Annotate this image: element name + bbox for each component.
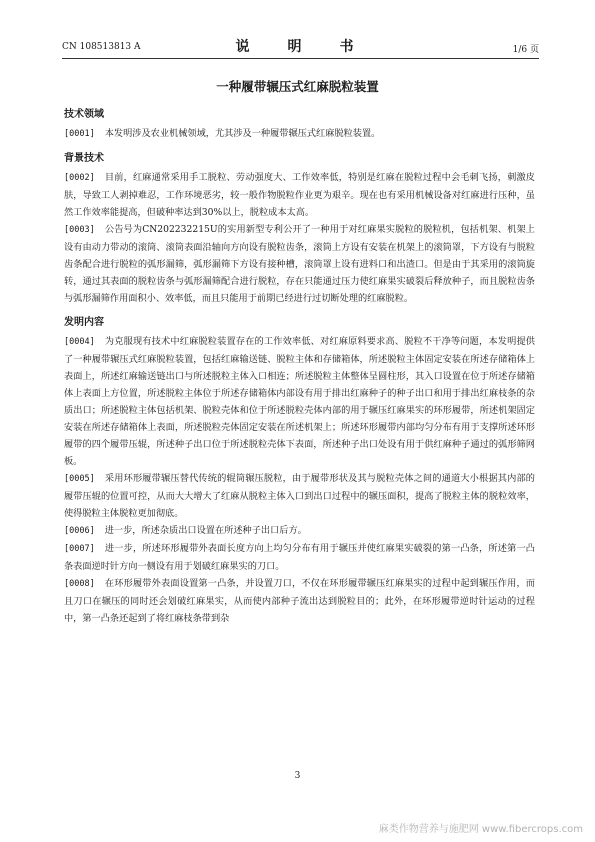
paragraph <box>64 470 535 522</box>
paragraph-text: 本发明涉及农业机械领域，尤其涉及一种履带辗压式红麻脱粒装置。 <box>104 128 381 139</box>
paragraph-text: 公告号为CN202232215U的实用新型专利公开了一种用于对红麻果实脱粒的脱粒机，包括机架、机架上设有由动力带动的滚筒、滚筒表面沿轴向方向设有脱粒齿条，滚筒上方设有安装在机架上的滚筒罩，下方设有与脱粒齿条配合进行脱粒的弧形漏筛，弧形漏筛下方设有接种槽，滚筒罩上设有进料口和出渣口。但是由于其采用的滚筒旋转，通过其表面的脱粒齿条与弧形漏筛配合进行脱粒，存在只能通过压力使红麻果实破裂后释放种子，而且脱粒齿条与弧形漏筛作用面积小、效率低，而且只能用于前期已经进行过切断处理的红麻脱粒。 <box>64 224 535 304</box>
paragraph <box>64 540 535 575</box>
watermark: 麻类作物营养与施肥网 www.fibercrops.com <box>378 824 583 835</box>
paragraph-text: 为克服现有技术中红麻脱粒装置存在的工作效率低、对红麻原料要求高、脱粒不干净等问题，本发明提供了一种履带辗压式红麻脱粒装置，包括红麻输送链、脱粒主体和存储箱体，所述脱粒主体固定安装在所述存储箱体上表面上，所述红麻输送链出口与所述脱粒主体入口相连；所述脱粒主体整体呈圆柱形，其入口设置在位于所述存储箱体上表面上方位置，所述脱粒主体位于所述存储箱体内部设有用于排出红麻种子的种子出口和用于排出红麻枝条的杂质出口；所述脱粒主体包括机架、脱粒壳体和位于所述脱粒壳体内部的用于辗压红麻果实的环形履带，所述机架固定安装在所述存储箱体上表面，所述脱粒壳体固定安装在所述机架上；所述环形履带内部均匀分布有用于支撑所述环形履带的四个履带压辊，所述种子出口位于所述脱粒壳体下表面，所述种子出口处设有用于供红麻种子通过的弧形筛网板。 <box>64 336 535 467</box>
section-heading: 发明内容 <box>64 317 104 328</box>
paragraph-number: [0005] <box>64 474 95 484</box>
document-title: 一种履带辗压式红麻脱粒装置 <box>216 79 379 94</box>
paragraph-number: [0001] <box>64 129 95 139</box>
paragraph-number: [0004] <box>64 337 95 347</box>
paragraph <box>64 125 535 143</box>
paragraph-text: 在环形履带外表面设置第一凸条，并设置刀口，不仅在环形履带辗压红麻果实的过程中起到辗压作用，而且刀口在辗压的同时还会划破红麻果实，从而使内部种子流出达到脱粒目的；此外，在环形履带逆时针运动的过程中，第一凸条还起到了将红麻枝条带到杂 <box>64 578 535 624</box>
paragraph-text: 进一步，所述杂质出口设置在所述种子出口后方。 <box>104 525 307 536</box>
patent-number: CN 108513813 A <box>62 42 141 52</box>
paragraph-number: [0006] <box>64 526 95 536</box>
document-type: 说 明 书 <box>235 39 366 55</box>
document-body <box>64 108 535 627</box>
paragraph-text: 采用环形履带辗压替代传统的辊筒辗压脱粒，由于履带形状及其与脱粒壳体之间的通道大小根据其内部的履带压辊的位置可控，从而大大增大了红麻从脱粒主体入口到出口过程中的辗压面积，提高了脱粒主体的脱粒效率，使得脱粒主体脱粒更加彻底。 <box>64 473 535 519</box>
paragraph-number: [0002] <box>64 173 95 183</box>
paragraph-number: [0007] <box>64 544 95 554</box>
section-heading: 技术领域 <box>64 109 104 120</box>
page-number: 3 <box>294 771 301 781</box>
paragraph-number: [0003] <box>64 225 95 235</box>
paragraph <box>64 522 535 540</box>
section-heading: 背景技术 <box>64 153 104 164</box>
paragraph-number: [0008] <box>64 579 95 589</box>
page-info: 1/6 页 <box>512 45 539 55</box>
header-divider <box>62 58 539 59</box>
paragraph <box>64 221 535 307</box>
page-header <box>62 36 539 56</box>
paragraph-text: 进一步，所述环形履带外表面长度方向上均匀分布有用于辗压并使红麻果实破裂的第一凸条，所述第一凸条表面逆时针方向一侧设有用于划破红麻果实的刀口。 <box>64 543 535 572</box>
paragraph <box>64 333 535 470</box>
paragraph-text: 目前，红麻通常采用手工脱粒、劳动强度大、工作效率低，特别是红麻在脱粒过程中会毛刺飞扬，刺激皮肤，导致工人剥掉难忍，工作环境恶劣，较一般作物脱粒作业更为艰辛。现在也有采用机械设备对红麻进行压种，虽然工作效率能提高，但破种率达到30%以上，脱粒成本太高。 <box>64 172 535 218</box>
paragraph <box>64 169 535 221</box>
paragraph <box>64 575 535 627</box>
